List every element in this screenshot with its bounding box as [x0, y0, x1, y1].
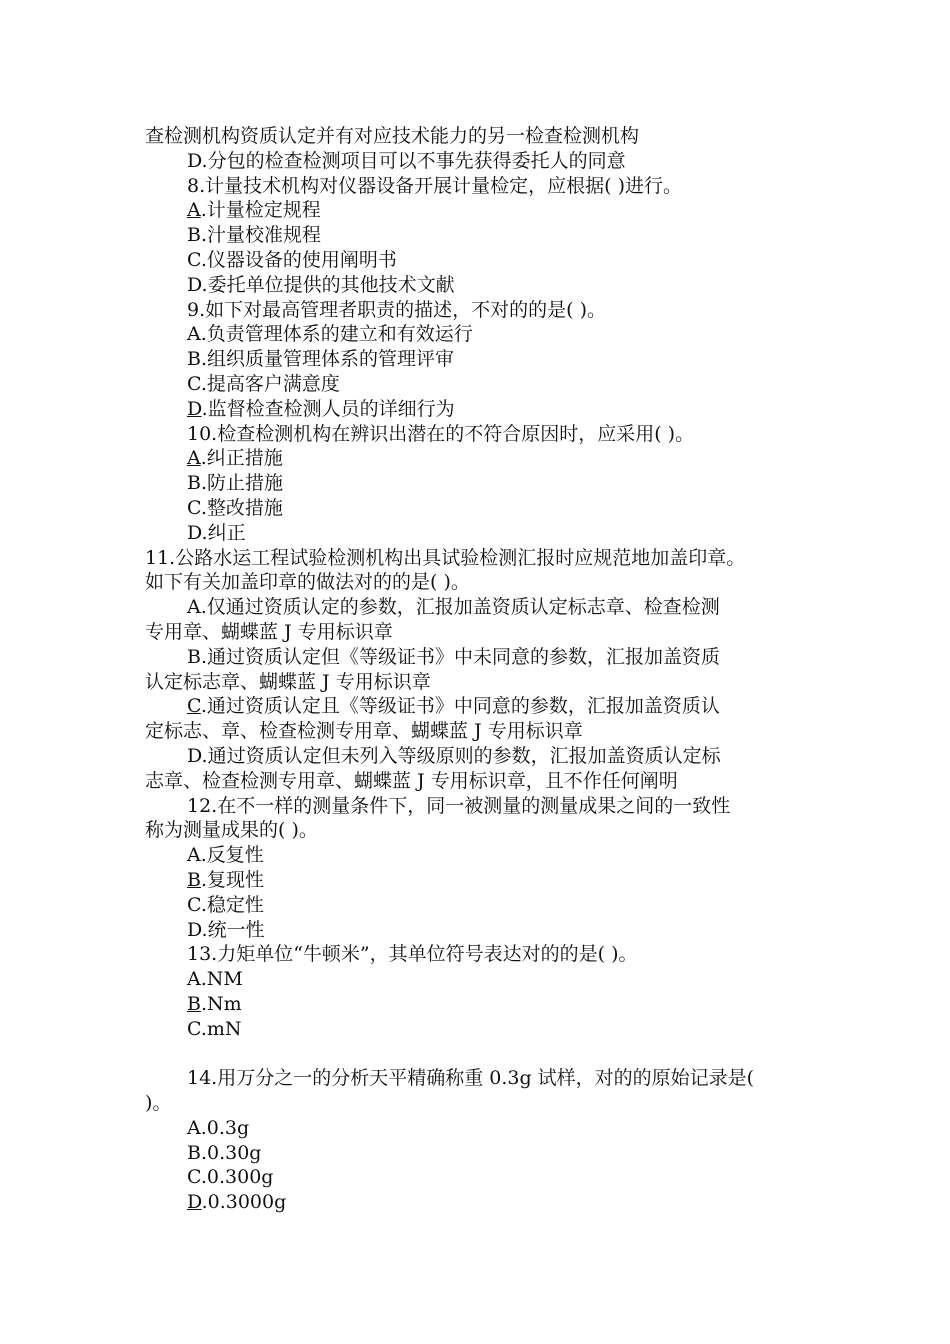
- option-c-line-2: 定标志、章、检查检测专用章、蝴蝶蓝 J 专用标识章: [145, 720, 583, 743]
- answer-letter: B: [187, 868, 201, 891]
- option-a: A.NM: [187, 968, 243, 991]
- question-14-line-2: )。: [145, 1092, 172, 1115]
- question-11-line-2: 如下有关加盖印章的做法对的的是( )。: [145, 571, 470, 594]
- question-11-line-1: 11.公路水运工程试验检测机构出具试验检测汇报时应规范地加盖印章。: [145, 546, 746, 569]
- option-b-answer: [145, 992, 815, 1017]
- option-a-answer: [145, 446, 815, 471]
- option-d: D.委托单位提供的其他技术文献: [187, 273, 455, 296]
- option-d: D.纠正: [187, 521, 246, 544]
- question-14-line-1: 14.用万分之一的分析天平精确称重 0.3g 试样，对的的原始记录是(: [187, 1067, 755, 1090]
- option-a-line-1: A.仅通过资质认定的参数，汇报加盖资质认定标志章、检查检测: [187, 596, 720, 619]
- option-a-answer: [145, 198, 815, 223]
- option-d-answer: [145, 397, 815, 422]
- option-c: C.整改措施: [187, 496, 283, 519]
- option-d-line-2: 志章、检查检测专用章、蝴蝶蓝 J 专用标识章，且不作任何阐明: [145, 769, 678, 792]
- document-body: [145, 124, 815, 1215]
- option-a-line-2: 专用章、蝴蝶蓝 J 专用标识章: [145, 620, 393, 643]
- option-text: .监督检查检测人员的详细行为: [201, 397, 455, 420]
- option-text: .Nm: [200, 992, 242, 1015]
- option-d-line-1: D.通过资质认定但未列入等级原则的参数，汇报加盖资质认定标: [187, 744, 721, 767]
- answer-letter: A: [187, 199, 201, 222]
- question-12-line-2: 称为测量成果的( )。: [145, 819, 318, 842]
- option-c: C.0.300g: [187, 1166, 274, 1189]
- option-b-answer: [145, 868, 815, 893]
- option-text: .通过资质认定且《等级证书》中同意的参数，汇报加盖资质认: [200, 695, 720, 718]
- blank-line: [145, 1041, 815, 1066]
- option-d: D.统一性: [187, 918, 265, 941]
- option-c: C.提高客户满意度: [187, 372, 340, 395]
- option-b-line-2: 认定标志章、蝴蝶蓝 J 专用标识章: [145, 670, 431, 693]
- option-c: C.mN: [187, 1017, 242, 1040]
- question-12-line-1: 12.在不一样的测量条件下，同一被测量的测量成果之间的一致性: [187, 794, 731, 817]
- question-8: 8.计量技术机构对仪器设备开展计量检定，应根据( )进行。: [187, 174, 682, 197]
- text-line: 查检测机构资质认定并有对应技术能力的另一检查检测机构: [145, 125, 640, 147]
- option-d-answer: [145, 1190, 815, 1215]
- answer-letter: B: [187, 992, 201, 1015]
- option-c: C.稳定性: [187, 893, 264, 916]
- option-b-line-1: B.通过资质认定但《等级证书》中未同意的参数，汇报加盖资质: [187, 645, 721, 668]
- option-a: A.0.3g: [187, 1116, 250, 1139]
- option-a: A.负责管理体系的建立和有效运行: [187, 323, 473, 346]
- option-d: D.分包的检查检测项目可以不事先获得委托人的同意: [187, 149, 626, 172]
- option-b: B.组织质量管理体系的管理评审: [187, 348, 455, 371]
- option-b: B.0.30g: [187, 1141, 262, 1164]
- answer-letter: C: [187, 695, 201, 718]
- option-b: B.汁量校准规程: [187, 224, 322, 247]
- option-b: B.防止措施: [187, 472, 284, 495]
- option-text: .计量检定规程: [200, 199, 321, 222]
- option-c: C.仪器设备的使用阐明书: [187, 248, 397, 271]
- question-9: 9.如下对最高管理者职责的描述，不对的的是( )。: [187, 298, 606, 321]
- answer-letter: D: [187, 397, 202, 420]
- question-13: 13.力矩单位“牛顿米”，其单位符号表达对的的是( )。: [187, 943, 638, 966]
- answer-letter: A: [187, 447, 201, 470]
- question-10: 10.检查检测机构在辨识出潜在的不符合原因时，应采用( )。: [187, 422, 695, 445]
- option-text: .0.3000g: [201, 1191, 287, 1214]
- option-text: .纠正措施: [200, 447, 283, 470]
- answer-letter: D: [187, 1191, 202, 1214]
- option-c-answer-line-1: [145, 694, 815, 719]
- option-a: A.反复性: [187, 844, 264, 867]
- option-text: .复现性: [200, 868, 265, 891]
